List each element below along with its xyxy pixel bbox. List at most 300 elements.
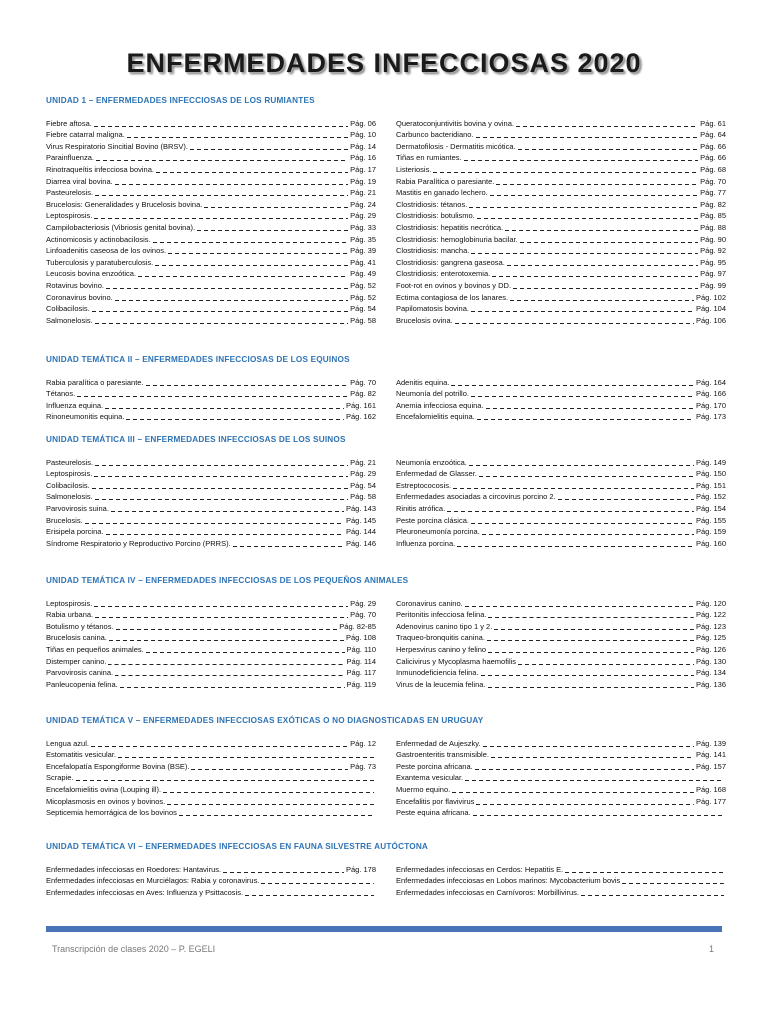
- entry-title: Clostridiosis: gangrena gaseosa.: [396, 257, 505, 267]
- toc-entry: [46, 501, 376, 513]
- toc-entry: [46, 748, 376, 760]
- entry-title: Pleuroneumonía porcina.: [396, 527, 480, 537]
- leader-line: [476, 131, 699, 138]
- leader-line: [94, 120, 348, 127]
- toc-entry: [46, 478, 376, 490]
- leader-line: [496, 178, 698, 185]
- entry-title: Herpesvirus canino y felino: [396, 644, 487, 654]
- entry-title: Parainfluenza.: [46, 153, 94, 163]
- toc-entry: [396, 139, 726, 151]
- section-unit-4: [46, 576, 726, 689]
- toc-entry: [46, 375, 376, 387]
- toc-entry: [46, 255, 376, 267]
- entry-title: Salmonelosis.: [46, 315, 93, 325]
- entry-title: Calicivirus y Mycoplasma haemofilis: [396, 656, 517, 666]
- entry-title: Brucelosis ovina.: [396, 315, 453, 325]
- footer-divider: [46, 926, 722, 932]
- leader-line: [471, 305, 694, 312]
- entry-title: Enfermedad de Glasser.: [396, 469, 477, 479]
- toc-entry: [46, 631, 376, 643]
- entry-page: Pág. 145: [345, 515, 376, 525]
- toc-entry: [396, 596, 726, 608]
- entry-title: Campilobacteriosis (Vibriosis genital bovina).: [46, 222, 196, 232]
- entry-page: Pág. 152: [695, 492, 726, 502]
- leader-line: [76, 774, 374, 781]
- leader-line: [197, 224, 348, 231]
- section-heading: UNIDAD TEMÁTICA III – ENFERMEDADES INFECCIOSAS DE LOS SUINOS: [46, 435, 346, 444]
- leader-line: [105, 402, 344, 409]
- toc-entry: [46, 116, 376, 128]
- toc-entry: [46, 677, 376, 689]
- right-column: [396, 375, 726, 421]
- toc-entry: [46, 885, 376, 897]
- entry-page: Pág. 102: [695, 292, 726, 302]
- toc-entry: [46, 267, 376, 279]
- toc-entry: [396, 255, 726, 267]
- toc-entry: [46, 209, 376, 221]
- leader-line: [94, 470, 348, 477]
- entry-title: Actinomicosis y actinobacilosis.: [46, 234, 151, 244]
- leader-line: [483, 740, 694, 747]
- entry-page: Pág. 14: [350, 141, 376, 151]
- toc-entry: [46, 139, 376, 151]
- entry-page: Pág. 29: [350, 469, 376, 479]
- toc-entry: [396, 608, 726, 620]
- entry-title: Scrapie.: [46, 773, 74, 783]
- leader-line: [479, 470, 694, 477]
- toc-entry: [46, 862, 376, 874]
- entry-title: Encefalomielitis ovina (Louping ill).: [46, 784, 162, 794]
- entry-title: Virus de la leucemia felina.: [396, 679, 486, 689]
- entry-title: Rabia Paralítica o paresiante.: [396, 176, 495, 186]
- entry-title: Clostridiosis: hepatitis necrótica.: [396, 222, 504, 232]
- entry-page: Pág. 82: [700, 199, 726, 209]
- toc-entry: [396, 619, 726, 631]
- entry-title: Queratoconjuntivitis bovina y ovina.: [396, 118, 514, 128]
- entry-title: Linfoadenitis caseosa de los ovinos.: [46, 246, 167, 256]
- entry-title: Pasteurelosis.: [46, 188, 94, 198]
- section-unit-6: [46, 842, 726, 897]
- entry-page: Pág. 29: [350, 211, 376, 221]
- toc-entry: [46, 794, 376, 806]
- entry-title: Encefalopatía Espongiforme Bovina (BSE).: [46, 761, 190, 771]
- section-heading: UNIDAD TEMÁTICA IV – ENFERMEDADES INFECCIOSAS DE LOS PEQUEÑOS ANIMALES: [46, 576, 409, 585]
- entry-title: Rabia paralítica o paresiante.: [46, 377, 144, 387]
- leader-line: [190, 143, 348, 150]
- entry-page: Pág. 12: [350, 738, 376, 748]
- leader-line: [168, 247, 348, 254]
- leader-line: [488, 611, 694, 618]
- entry-title: Distemper canino.: [46, 656, 107, 666]
- leader-line: [451, 379, 694, 386]
- entry-title: Anemia infecciosa equina.: [396, 400, 484, 410]
- entry-page: Pág. 54: [350, 480, 376, 490]
- entry-title: Rinotraqueítis infecciosa bovina.: [46, 164, 154, 174]
- entry-title: Fiebre catarral maligna.: [46, 130, 125, 140]
- toc-entry: [396, 806, 726, 818]
- leader-line: [516, 120, 698, 127]
- toc-entry: [396, 174, 726, 186]
- toc-entry: [396, 313, 726, 325]
- leader-line: [488, 681, 694, 688]
- toc-entry: [396, 490, 726, 502]
- entry-title: Tiñas en pequeños animales.: [46, 644, 144, 654]
- entry-title: Influenza porcina.: [396, 538, 456, 548]
- entry-page: Pág. 170: [695, 400, 726, 410]
- entry-title: Papilomatosis bovina.: [396, 304, 469, 314]
- entry-page: Pág. 106: [695, 315, 726, 325]
- leader-line: [92, 482, 348, 489]
- section-unit-5: [46, 716, 726, 817]
- entry-title: Listeriosis.: [396, 164, 432, 174]
- document-title: ENFERMEDADES INFECCIOSAS 2020: [126, 48, 642, 78]
- entry-page: Pág. 149: [695, 457, 726, 467]
- toc-entry: [46, 806, 376, 818]
- entry-title: Tuberculosis y paratuberculosis.: [46, 257, 154, 267]
- leader-line: [494, 623, 694, 630]
- toc-entry: [396, 267, 726, 279]
- entry-page: Pág. 68: [700, 164, 726, 174]
- entry-title: Estomatitis vesicular.: [46, 750, 117, 760]
- leader-line: [204, 201, 348, 208]
- right-column: [396, 455, 726, 548]
- entry-page: Pág. 73: [350, 761, 376, 771]
- toc-entry: [46, 596, 376, 608]
- leader-line: [490, 189, 698, 196]
- entry-page: Pág. 114: [346, 656, 376, 666]
- left-column: [46, 596, 376, 689]
- entry-page: Pág. 143: [345, 503, 376, 513]
- entry-title: Leucosis bovina enzoótica.: [46, 269, 137, 279]
- toc-entry: [396, 513, 726, 525]
- entry-page: Pág. 136: [695, 679, 726, 689]
- toc-entry: [396, 220, 726, 232]
- entry-title: Colibacilosis.: [46, 304, 90, 314]
- entry-page: Pág. 122: [695, 610, 726, 620]
- section-unit-1: [46, 96, 726, 325]
- toc-entry: [46, 736, 376, 748]
- entry-page: Pág. 70: [350, 610, 376, 620]
- leader-line: [491, 751, 694, 758]
- leader-line: [447, 505, 694, 512]
- footer-caption: Transcripción de clases 2020 – P. EGELI: [52, 944, 216, 954]
- entry-page: Pág. 177: [695, 796, 726, 806]
- entry-title: Adenitis equina.: [396, 377, 450, 387]
- entry-title: Enfermedades infecciosas en Murciélagos: Rabia y coronavirus.: [46, 876, 260, 886]
- leader-line: [120, 681, 345, 688]
- entry-page: Pág. 134: [695, 668, 726, 678]
- toc-entry: [46, 410, 376, 422]
- entry-page: Pág. 166: [695, 389, 726, 399]
- entry-page: Pág. 21: [350, 188, 376, 198]
- toc-entry: [46, 162, 376, 174]
- section-unit-3: [46, 435, 726, 548]
- leader-line: [469, 201, 698, 208]
- toc-entry: [46, 232, 376, 244]
- toc-entry: [46, 642, 376, 654]
- entry-title: Erisipela porcina.: [46, 527, 104, 537]
- entry-page: Pág. 104: [695, 304, 726, 314]
- entry-page: Pág. 66: [700, 141, 726, 151]
- toc-entry: [396, 748, 726, 760]
- entry-page: Pág. 150: [695, 469, 726, 479]
- toc-entry: [46, 490, 376, 502]
- entry-title: Neumonía enzoótica.: [396, 457, 467, 467]
- leader-line: [115, 294, 348, 301]
- leader-line: [487, 634, 694, 641]
- entry-page: Pág. 173: [695, 412, 726, 422]
- leader-line: [108, 658, 344, 665]
- entry-title: Encefalomielitis equina.: [396, 412, 475, 422]
- toc-entry: [396, 116, 726, 128]
- leader-line: [95, 317, 348, 324]
- toc-entry: [396, 455, 726, 467]
- entry-title: Dermatofilosis - Dermatitis micótica.: [396, 141, 516, 151]
- toc-entry: [396, 278, 726, 290]
- toc-entry: [46, 525, 376, 537]
- entry-title: Enfermedades infecciosas en Lobos marinos: Mycobacterium bovis: [396, 876, 621, 886]
- entry-title: Muermo equino.: [396, 784, 451, 794]
- entry-title: Tétanos.: [46, 389, 76, 399]
- leader-line: [476, 798, 694, 805]
- entry-title: Enfermedades infecciosas en Roedores: Hantavirus.: [46, 864, 222, 874]
- leader-line: [581, 889, 724, 896]
- entry-title: Coronavirus canino.: [396, 598, 463, 608]
- entry-page: Pág. 119: [346, 679, 376, 689]
- entry-page: Pág. 70: [350, 377, 376, 387]
- leader-line: [163, 786, 374, 793]
- section-heading: UNIDAD TEMÁTICA II – ENFERMEDADES INFECCIOSAS DE LOS EQUINOS: [46, 355, 350, 364]
- entry-page: Pág. 141: [695, 750, 726, 760]
- entry-page: Pág. 168: [695, 784, 726, 794]
- leader-line: [471, 390, 694, 397]
- toc-entry: [396, 654, 726, 666]
- toc-entry: [46, 128, 376, 140]
- entry-title: Enfermedades asociadas a circovirus porcino 2.: [396, 492, 556, 502]
- leader-line: [455, 317, 694, 324]
- entry-page: Pág. 154: [695, 503, 726, 513]
- entry-title: Clostridiosis: tétanos.: [396, 199, 468, 209]
- leader-line: [482, 528, 694, 535]
- entry-page: Pág. 17: [350, 164, 376, 174]
- entry-title: Brucelosis canina.: [46, 633, 107, 643]
- entry-page: Pág. 130: [695, 656, 726, 666]
- leader-line: [115, 669, 344, 676]
- leader-line: [469, 459, 694, 466]
- entry-title: Clostridiosis: botulismo.: [396, 211, 475, 221]
- entry-title: Tiñas en rumiantes.: [396, 153, 462, 163]
- toc-entry: [396, 232, 726, 244]
- toc-entry: [46, 619, 376, 631]
- toc-entry: [396, 642, 726, 654]
- entry-page: Pág. 85: [700, 211, 726, 221]
- leader-line: [106, 282, 348, 289]
- entry-page: Pág. 161: [345, 400, 376, 410]
- toc-entry: [396, 759, 726, 771]
- entry-page: Pág. 41: [350, 257, 376, 267]
- entry-title: Fiebre aftosa.: [46, 118, 92, 128]
- leader-line: [91, 740, 348, 747]
- entry-page: Pág. 54: [350, 304, 376, 314]
- toc-entry: [396, 375, 726, 387]
- entry-page: Pág. 146: [345, 538, 376, 548]
- entry-title: Lengua azul.: [46, 738, 89, 748]
- entry-title: Peste porcina clásica.: [396, 515, 469, 525]
- leader-line: [191, 763, 348, 770]
- left-column: [46, 116, 376, 325]
- entry-title: Peste porcina africana.: [396, 761, 473, 771]
- leader-line: [233, 540, 344, 547]
- toc-entry: [396, 885, 726, 897]
- toc-entry: [46, 313, 376, 325]
- leader-line: [167, 798, 374, 805]
- leader-line: [477, 413, 694, 420]
- entry-page: Pág. 126: [695, 644, 726, 654]
- entry-title: Gastroenteritis transmisible.: [396, 750, 489, 760]
- leader-line: [146, 646, 345, 653]
- leader-line: [486, 402, 694, 409]
- entry-page: Pág. 70: [700, 176, 726, 186]
- entry-page: Pág. 95: [700, 257, 726, 267]
- entry-page: Pág. 82: [350, 389, 376, 399]
- entry-title: Micoplasmosis en ovinos y bovinos.: [46, 796, 166, 806]
- entry-title: Virus Respiratorio Sincitial Bovino (BRSV).: [46, 141, 188, 151]
- leader-line: [126, 413, 344, 420]
- footer-page-number: 1: [708, 944, 714, 954]
- entry-page: Pág. 125: [695, 633, 726, 643]
- entry-title: Enfermedades infecciosas en Carnívoros: Morbillivirus.: [396, 887, 579, 897]
- entry-title: Leptospirosis.: [46, 211, 93, 221]
- right-column: [396, 862, 726, 897]
- entry-title: Neumonía del potrillo.: [396, 389, 469, 399]
- entry-title: Peritonitis infecciosa felina.: [396, 610, 487, 620]
- leader-line: [146, 379, 349, 386]
- leader-line: [77, 390, 348, 397]
- entry-page: Pág. 29: [350, 598, 376, 608]
- toc-entry: [396, 677, 726, 689]
- leader-line: [106, 528, 344, 535]
- entry-title: Síndrome Respiratorio y Reproductivo Porcino (PRRS).: [46, 538, 231, 548]
- leader-line: [95, 459, 348, 466]
- entry-title: Septicemia hemorrágica de los bovinos: [46, 808, 177, 818]
- entry-title: Botulismo y tétanos.: [46, 621, 114, 631]
- leader-line: [95, 189, 348, 196]
- toc-entry: [396, 302, 726, 314]
- entry-page: Pág. 164: [695, 377, 726, 387]
- toc-entry: [396, 874, 726, 886]
- leader-line: [433, 166, 698, 173]
- leader-line: [155, 259, 348, 266]
- entry-title: Clostridiosis: hemoglobinuria bacilar.: [396, 234, 518, 244]
- toc-entry: [46, 174, 376, 186]
- toc-entry: [396, 162, 726, 174]
- leader-line: [457, 540, 694, 547]
- toc-entry: [46, 186, 376, 198]
- toc-entry: [46, 302, 376, 314]
- entry-page: Pág. 61: [700, 118, 726, 128]
- entry-page: Pág. 82-85: [339, 621, 376, 631]
- toc-entry: [396, 151, 726, 163]
- toc-entry: [396, 666, 726, 678]
- section-heading: UNIDAD TEMÁTICA VI – ENFERMEDADES INFECCIOSAS EN FAUNA SILVESTRE AUTÓCTONA: [46, 842, 429, 851]
- entry-page: Pág. 19: [350, 176, 376, 186]
- toc-entry: [46, 387, 376, 399]
- entry-title: Coronavirus bovino.: [46, 292, 113, 302]
- toc-entry: [396, 862, 726, 874]
- entry-page: Pág. 97: [700, 269, 726, 279]
- entry-title: Pasteurelosis.: [46, 457, 94, 467]
- entry-page: Pág. 139: [695, 738, 726, 748]
- entry-title: Rinitis atrófica.: [396, 503, 446, 513]
- leader-line: [481, 669, 694, 676]
- entry-title: Enfermedades infecciosas en Cerdos: Hepatitis E.: [396, 864, 564, 874]
- toc-entry: [396, 478, 726, 490]
- toc-entry: [46, 666, 376, 678]
- toc-entry: [396, 197, 726, 209]
- toc-entry: [396, 128, 726, 140]
- toc-entry: [46, 536, 376, 548]
- toc-entry: [46, 467, 376, 479]
- entry-page: Pág. 58: [350, 492, 376, 502]
- entry-page: Pág. 49: [350, 269, 376, 279]
- entry-page: Pág. 151: [695, 480, 726, 490]
- entry-title: Salmonelosis.: [46, 492, 93, 502]
- entry-page: Pág. 155: [695, 515, 726, 525]
- leader-line: [92, 305, 348, 312]
- entry-title: Mastitis en ganado lechero.: [396, 188, 488, 198]
- entry-page: Pág. 92: [700, 246, 726, 256]
- entry-page: Pág. 178: [345, 864, 376, 874]
- entry-page: Pág. 159: [695, 527, 726, 537]
- toc-entry: [396, 410, 726, 422]
- leader-line: [518, 143, 699, 150]
- toc-entry: [396, 501, 726, 513]
- leader-line: [565, 866, 724, 873]
- leader-line: [95, 611, 348, 618]
- entry-page: Pág. 157: [695, 761, 726, 771]
- toc-entry: [396, 631, 726, 643]
- leader-line: [475, 763, 694, 770]
- section-heading: UNIDAD TEMÁTICA V – ENFERMEDADES INFECCIOSAS EXÓTICAS O NO DIAGNOSTICADAS EN URUGUAY: [46, 716, 484, 725]
- leader-line: [471, 517, 694, 524]
- entry-title: Enfermedades infecciosas en Aves: Influenza y Psittacosis.: [46, 887, 244, 897]
- toc-entry: [46, 874, 376, 886]
- toc-entry: [46, 759, 376, 771]
- leader-line: [115, 178, 348, 185]
- entry-title: Parvovirosis canina.: [46, 668, 114, 678]
- leader-line: [96, 154, 348, 161]
- entry-title: Adenovirus canino tipo 1 y 2.: [396, 621, 493, 631]
- right-column: [396, 736, 726, 817]
- toc-entry: [46, 771, 376, 783]
- entry-title: Influenza equina.: [46, 400, 104, 410]
- entry-page: Pág. 10: [350, 130, 376, 140]
- left-column: [46, 736, 376, 817]
- entry-title: Estreptococosis.: [396, 480, 452, 490]
- toc-entry: [396, 536, 726, 548]
- leader-line: [179, 809, 374, 816]
- right-column: [396, 116, 726, 325]
- leader-line: [505, 224, 698, 231]
- leader-line: [153, 236, 349, 243]
- toc-entry: [46, 398, 376, 410]
- toc-entry: [46, 782, 376, 794]
- entry-page: Pág. 06: [350, 118, 376, 128]
- toc-entry: [396, 186, 726, 198]
- entry-title: Brucelosis.: [46, 515, 83, 525]
- right-column: [396, 596, 726, 689]
- entry-title: Rabia urbana.: [46, 610, 94, 620]
